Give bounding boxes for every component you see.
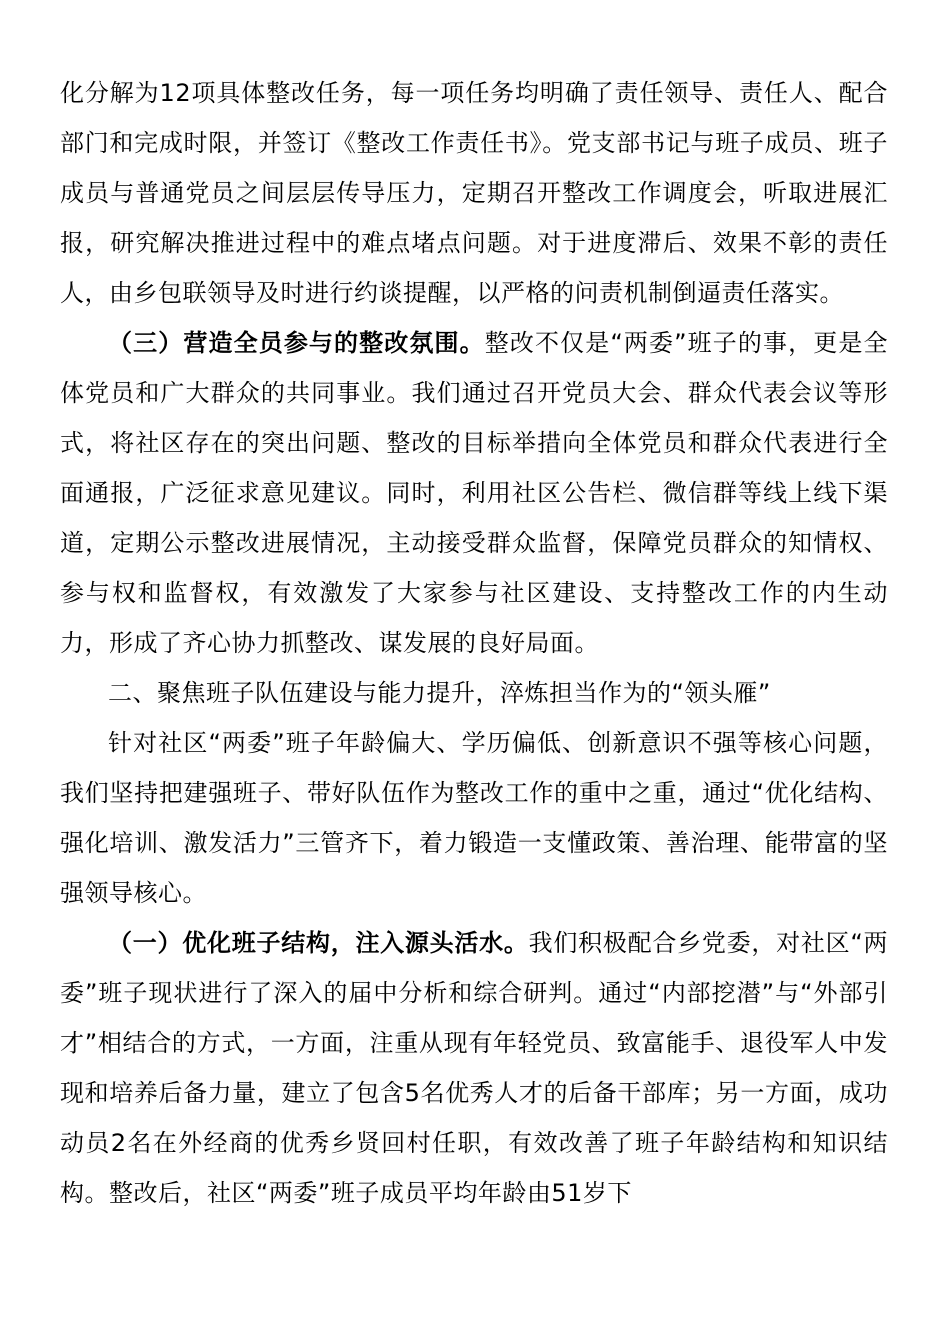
paragraph-1	[60, 68, 888, 318]
paragraph-4	[60, 718, 888, 918]
section-heading-1: （一）优化班子结构，注入源头活水。	[108, 929, 529, 957]
paragraph-4-text: 针对社区“两委”班子年龄偏大、学历偏低、创新意识不强等核心问题，我们坚持把建强班子、带好队伍作为整改工作的重中之重，通过“优化结构、强化培训、激发活力”三管齐下，着力锻造一支懂政策、善治理、能带富的坚强领导核心。	[60, 729, 888, 907]
paragraph-2-text: 整改不仅是“两委”班子的事，更是全体党员和广大群众的共同事业。我们通过召开党员大会、群众代表会议等形式，将社区存在的突出问题、整改的目标举措向全体党员和群众代表进行全面通报，广泛征求意见建议。同时，利用社区公告栏、微信群等线上线下渠道，定期公示整改进展情况，主动接受群众监督，保障党员群众的知情权、参与权和监督权，有效激发了大家参与社区建设、支持整改工作的内生动力，形成了齐心协力抓整改、谋发展的良好局面。	[60, 329, 889, 657]
paragraph-5-text: 我们积极配合乡党委，对社区“两委”班子现状进行了深入的届中分析和综合研判。通过“内部挖潜”与“外部引才”相结合的方式，一方面，注重从现有年轻党员、致富能手、退役军人中发现和培养后备力量，建立了包含5名优秀人才的后备干部库；另一方面，成功动员2名在外经商的优秀乡贤回村任职，有效改善了班子年龄结构和知识结构。整改后，社区“两委”班子成员平均年龄由51岁下	[60, 929, 889, 1207]
chapter-heading-2	[60, 668, 888, 718]
chapter-heading-2-text: 二、聚焦班子队伍建设与能力提升，淬炼担当作为的“领头雁”	[108, 679, 771, 707]
section-heading-3: （三）营造全员参与的整改氛围。	[108, 329, 485, 357]
paragraph-5	[60, 918, 888, 1218]
paragraph-1-text: 化分解为12项具体整改任务，每一项任务均明确了责任领导、责任人、配合部门和完成时限，并签订《整改工作责任书》。党支部书记与班子成员、班子成员与普通党员之间层层传导压力，定期召开整改工作调度会，听取进展汇报，研究解决推进过程中的难点堵点问题。对于进度滞后、效果不彰的责任人，由乡包联领导及时进行约谈提醒，以严格的问责机制倒逼责任落实。	[60, 79, 888, 307]
paragraph-2	[60, 318, 888, 668]
